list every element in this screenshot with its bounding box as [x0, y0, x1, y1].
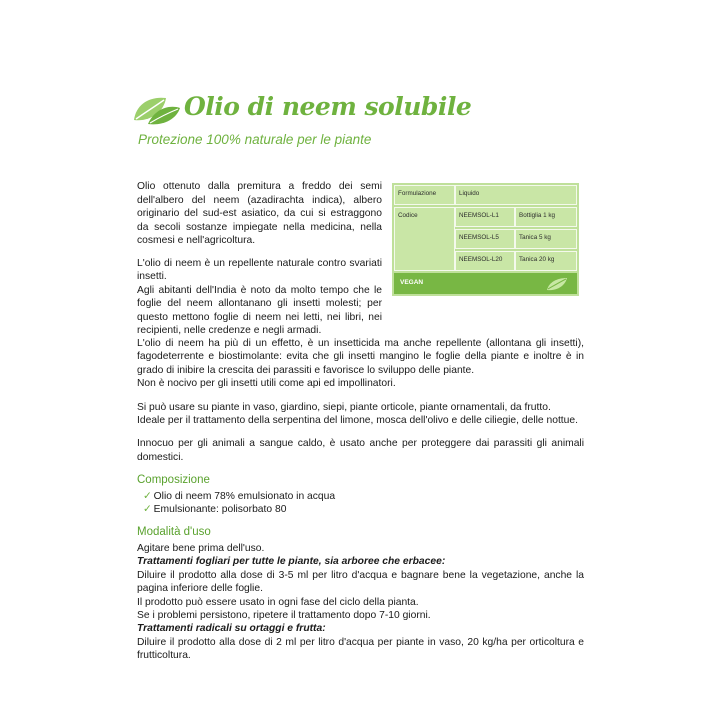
text-line: Ideale per il trattamento della serpentina del limone, mosca dell'olivo e delle ciliegie, delle nottue.	[137, 415, 578, 427]
code-cell: NEEMSOL-L20	[455, 251, 515, 271]
formulazione-label: Formulazione	[394, 185, 455, 205]
text-line: Diluire il prodotto alla dose di 3-5 ml per litro d'acqua e bagnare bene la vegetazione, anche la pagina inferiore delle foglie.	[137, 569, 584, 595]
intro-paragraph: L'olio di neem è un repellente naturale contro svariati insetti.	[137, 257, 382, 282]
codice-label: Codice	[394, 207, 455, 271]
text-line: Se i problemi persistono, ripetere il trattamento dopo 7-10 giorni.	[137, 609, 431, 621]
modalita-section	[137, 542, 584, 663]
check-icon: ✓	[143, 504, 152, 516]
intro-paragraph: Olio ottenuto dalla premitura a freddo dei semi dell'albero del neem (azadirachta indica), albero originario del sud-est asiatico, da cui si estraggono da secoli sostanze impiegate nella medicina, nella cosmesi e nell'agricoltura.	[137, 181, 382, 246]
code-cell: NEEMSOL-L5	[455, 229, 515, 249]
formulazione-value: Liquido	[455, 185, 577, 205]
list-item-text: Emulsionante: polisorbato 80	[153, 504, 287, 516]
text-line: Diluire il prodotto alla dose di 2 ml per litro d'acqua per piante in vaso, 20 kg/ha per orticoltura e frutticoltura.	[137, 636, 584, 662]
package-cell: Tanica 5 kg	[515, 229, 577, 249]
vegan-bar	[394, 273, 577, 294]
list-item-text: Olio di neem 78% emulsionato in acqua	[153, 490, 336, 502]
text-line: Agitare bene prima dell'uso.	[137, 542, 265, 554]
package-cell: Tanica 20 kg	[515, 251, 577, 271]
leaf-icon	[545, 274, 569, 292]
composizione-list	[137, 490, 584, 517]
subheading: Trattamenti fogliari per tutte le piante, sia arboree che erbacee:	[137, 556, 446, 568]
leaves-logo-icon	[130, 90, 182, 126]
page-title: Olio di neem solubile	[184, 92, 472, 121]
text-line: Il prodotto può essere usato in ogni fase del ciclo della pianta.	[137, 596, 419, 608]
composizione-heading: Composizione	[137, 474, 210, 487]
product-info-box	[392, 183, 579, 296]
text-line: L'olio di neem ha più di un effetto, è un insetticida ma anche repellente (allontana gli insetti), fagodeterrente e biostimolante: evita che gli insetti mangino le foglie della piante e inoltre è in grado di inibire la crescita dei parassiti e favorisce lo sviluppo delle piante.	[137, 338, 584, 376]
usage-paragraph	[137, 401, 584, 428]
intro-text	[137, 180, 382, 338]
code-cell: NEEMSOL-L1	[455, 207, 515, 227]
modalita-heading: Modalità d'uso	[137, 526, 211, 539]
package-cell: Bottiglia 1 kg	[515, 207, 577, 227]
intro-paragraph: Agli abitanti dell'India è noto da molto tempo che le foglie del neem allontanano gli insetti molesti; per questo mettono foglie di neem nei letti, nei libri, nei recipienti, nelle credenze e negli armadi.	[137, 284, 382, 336]
page-subtitle: Protezione 100% naturale per le piante	[138, 132, 372, 147]
vegan-label: VEGAN	[400, 279, 424, 286]
list-item	[137, 503, 584, 516]
effects-paragraph	[137, 337, 584, 391]
text-line: Non è nocivo per gli insetti utili come api ed impollinatori.	[137, 378, 396, 390]
check-icon: ✓	[143, 490, 152, 502]
safety-paragraph: Innocuo per gli animali a sangue caldo, è usato anche per proteggere dai parassiti gli animali domestici.	[137, 438, 584, 463]
subheading: Trattamenti radicali su ortaggi e frutta:	[137, 623, 326, 635]
body-text	[137, 337, 584, 663]
header	[130, 88, 610, 158]
list-item	[137, 490, 584, 503]
text-line: Si può usare su piante in vaso, giardino, siepi, piante orticole, piante ornamentali, da frutto.	[137, 401, 551, 413]
